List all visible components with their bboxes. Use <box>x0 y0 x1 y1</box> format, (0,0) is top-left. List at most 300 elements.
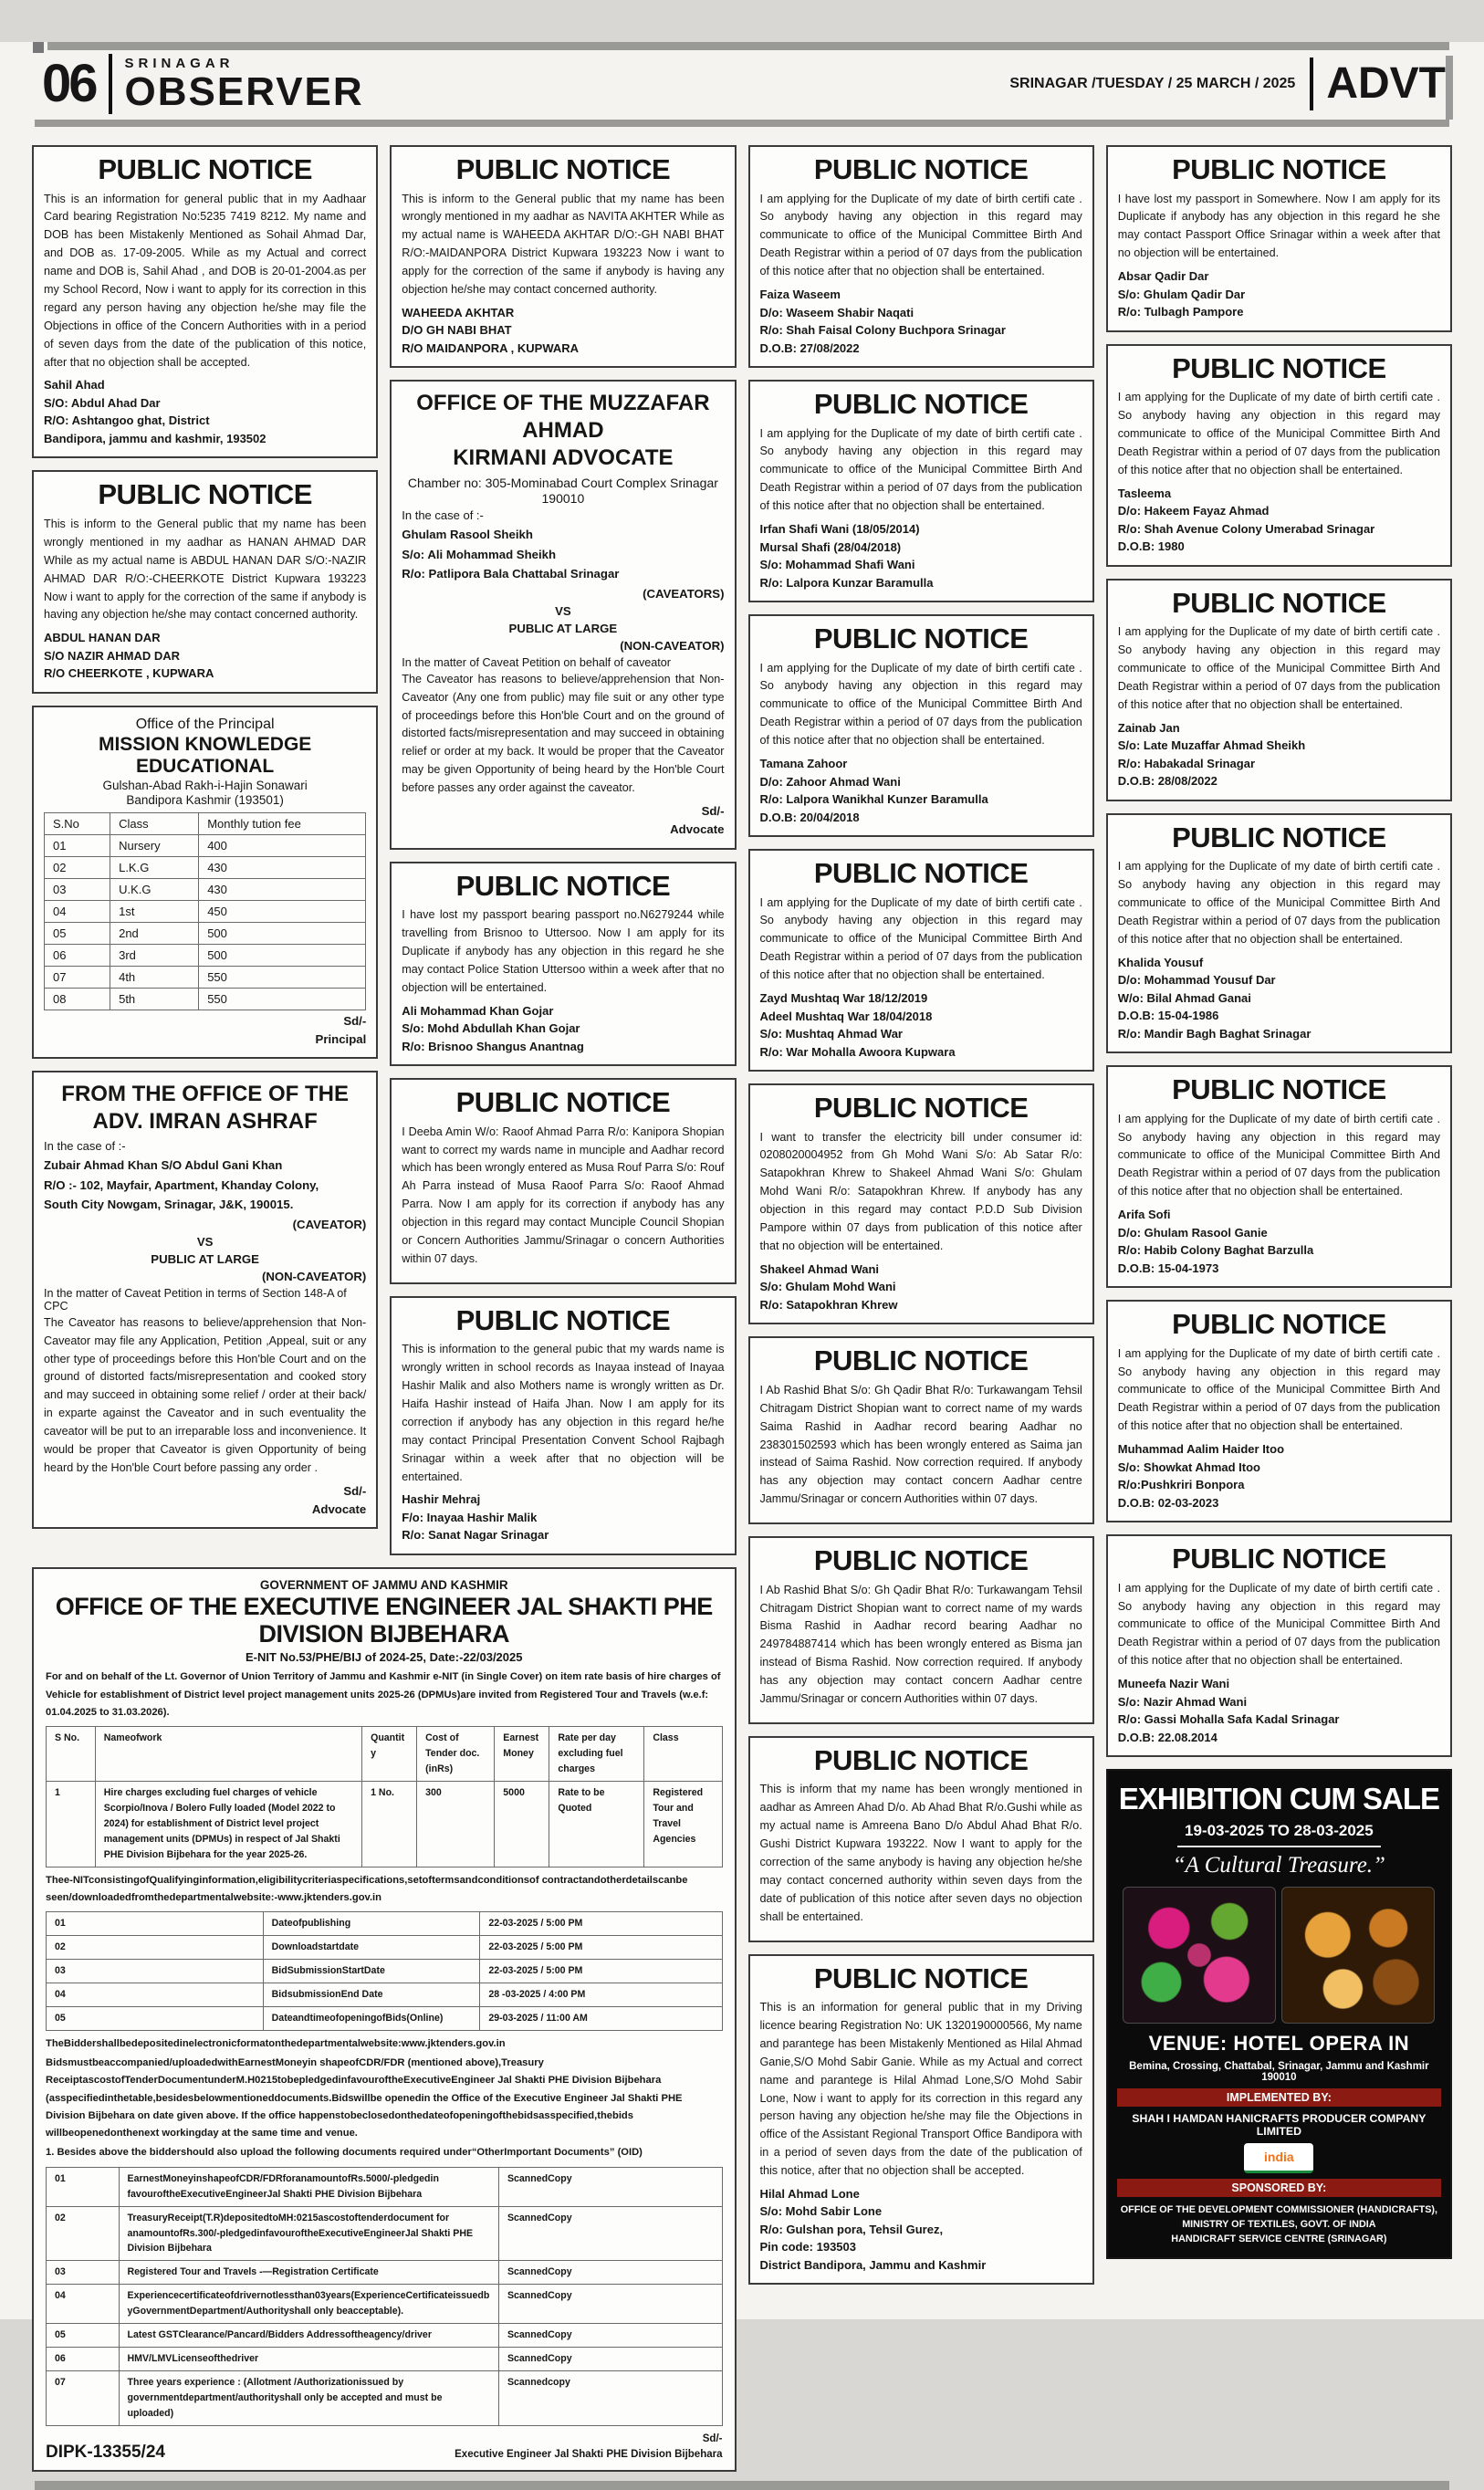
notice-box <box>1106 145 1452 332</box>
signature-line: R/o: Habib Colony Baghat Barzulla <box>1117 1243 1314 1258</box>
sd-signature <box>402 802 724 839</box>
notice-title: PUBLIC NOTICE <box>98 153 312 185</box>
table-cell: ScannedCopy <box>498 2285 722 2324</box>
notice-title: PUBLIC NOTICE <box>1172 1073 1386 1106</box>
notice-box <box>748 1954 1094 2286</box>
implemented-by-band: IMPLEMENTED BY: <box>1117 2088 1441 2107</box>
signature-line: Absar Qadir Dar <box>1117 269 1209 284</box>
public-at-large-label: PUBLIC AT LARGE <box>508 621 618 635</box>
signature-line: S/o: Mushtaq Ahmad War <box>759 1027 903 1041</box>
sd-line: Advocate <box>311 1501 367 1516</box>
notice-box <box>32 706 378 1060</box>
signature-line: S/O NAZIR AHMAD DAR <box>44 648 181 663</box>
signature-line: D/O GH NABI BHAT <box>402 323 512 338</box>
non-caveator-label: (NON-CAVEATOR) <box>261 1269 367 1283</box>
notice-signature <box>1118 719 1440 790</box>
notice-signature <box>760 520 1082 591</box>
dipk-number: DIPK-13355/24 <box>46 2443 165 2463</box>
signature-line: Muneefa Nazir Wani <box>1117 1677 1230 1691</box>
office-title: OFFICE OF THE EXECUTIVE ENGINEER JAL SHAKTI PHE DIVISION BIJBEHARA <box>55 1592 713 1648</box>
table-row <box>47 2348 723 2371</box>
table-cell: 03 <box>47 1960 264 1983</box>
table-row <box>47 1936 723 1960</box>
tender-intro: For and on behalf of the Lt. Governor of Union Territory of Jammu and Kashmir e-NIT (in Single Cover) on item rate basis of hire charges of Vehicle for establishment of District level project management units 2025-26 (DPMUs)are invited from Registered Tour and Travels (w.e.f: 01.04.2025 to 31.03.2026). <box>46 1671 721 1718</box>
table-cell: 05 <box>45 922 110 944</box>
table-cell: ScannedCopy <box>498 2167 722 2206</box>
notice-title: PUBLIC NOTICE <box>813 857 1029 889</box>
notice-signature <box>760 286 1082 357</box>
table-cell: U.K.G <box>110 878 199 900</box>
notice-box <box>748 849 1094 1072</box>
masthead-divider <box>109 54 112 114</box>
notice-body: I want to transfer the electricity bill under consumer id: 0208020004952 from Gh Mohd Wani S/o: Ab Satar R/o: Satapokhran Khrew to Shakeel Ahmad Wani S/o: Ghulam Mohd Wani R/o: Satapokhran Khrew. If anybody has any objection in this regard may contact P.D.D Sub Division Pampore within 07 days from publication of this notice after that no objection will be entertained. <box>759 1130 1082 1252</box>
signature-line: Tamana Zahoor <box>759 757 848 770</box>
table-cell: Registered Tour and Travel Agencies <box>644 1781 722 1867</box>
table-row <box>45 966 366 988</box>
notice-signature <box>44 376 366 447</box>
notice-title-line: KIRMANI ADVOCATE <box>453 445 674 471</box>
table-cell: 29-03-2025 / 11:00 AM <box>480 2006 722 2030</box>
sponsor-line: HANDICRAFT SERVICE CENTRE (SRINAGAR) <box>1171 2234 1387 2245</box>
table-cell: 28 -03-2025 / 4:00 PM <box>480 1983 722 2006</box>
sponsor-line: OFFICE OF THE DEVELOPMENT COMMISSIONER (HANDICRAFTS), <box>1120 2203 1438 2215</box>
caveator-label: (CAVEATOR) <box>292 1217 367 1231</box>
notice-title: PUBLIC NOTICE <box>813 1092 1029 1124</box>
table-cell: ScannedCopy <box>498 2324 722 2348</box>
notice-box <box>32 470 378 693</box>
notice-box <box>32 1071 378 1529</box>
signature-line: S/o: Late Muzaffar Ahmad Sheikh <box>1117 738 1306 753</box>
table-cell: 02 <box>47 1936 264 1960</box>
notice-subtitle: Chamber no: 305-Mominabad Court Complex Srinagar <box>407 476 718 491</box>
signature-line: S/o: Ghulam Mohd Wani <box>759 1280 896 1294</box>
table-cell: 500 <box>199 944 366 966</box>
table-cell: 02 <box>47 2206 120 2261</box>
signature-line: R/o: Shah Avenue Colony Umerabad Srinagar <box>1117 521 1375 536</box>
notice-body: I am applying for the Duplicate of my date of birth certifi cate . So anybody having any objection in this regard may communicate to office of the Municipal Committee Birth And Death Registrar within a period of 07 days from the publication of this notice after that no objection shall be entertained. <box>1117 1346 1440 1433</box>
table-cell: 400 <box>199 834 366 856</box>
dateline: SRINAGAR /TUESDAY / 25 MARCH / 2025 <box>1009 76 1296 91</box>
signature-line: R/o: Lalpora Kunzar Baramulla <box>759 575 934 590</box>
signature-line: S/O: Abdul Ahad Dar <box>44 395 161 410</box>
sponsor-line: MINISTRY OF TEXTILES, GOVT. OF INDIA <box>1182 2218 1376 2230</box>
sponsored-by-lines <box>1121 2202 1437 2247</box>
enit-line: E-NIT No.53/PHE/BIJ of 2024-25, Date:-22/03/2025 <box>246 1650 523 1665</box>
signature-line: F/o: Inayaa Hashir Malik <box>402 1510 538 1524</box>
notice-body: I am applying for the Duplicate of my date of birth certifi cate . So anybody having any objection in this regard may communicate to office of the Municipal Committee Birth And Death Registrar within a period of 07 days from the publication of this notice after that no objection shall be entertained. <box>1117 625 1440 711</box>
notice-title: PUBLIC NOTICE <box>813 1962 1029 1994</box>
signature-line: D.O.B: 15-04-1986 <box>1117 1009 1219 1023</box>
masthead-header <box>0 50 1484 116</box>
table-header-cell: Class <box>644 1727 722 1782</box>
sd-line: Principal <box>315 1031 367 1046</box>
signature-line: S/o: Mohd Sabir Lone <box>759 2204 883 2219</box>
table-cell: Nursery <box>110 834 199 856</box>
signature-line: R/o: Mandir Bagh Baghat Srinagar <box>1117 1026 1312 1041</box>
notice-box <box>1106 344 1452 567</box>
notice-body: I Deeba Amin W/o: Raoof Ahmad Parra R/o: Kanipora Shopian want to correct my wards name in munciple and Aadhar record which has been wrongly entered as Musa Rouf Parra S/o: Rouf Ah Parra instead of Musa Raoof Parra S/o: Raoof Ahmad Parra. Now I am apply for its correction if anybody has any objection in this regard may contact Munciple Council Shopian or Concern Authorities Jammu/Srinagar o concern Authorities within 07 days. <box>402 1125 725 1265</box>
notice-title-line: FROM THE OFFICE OF THE <box>61 1082 349 1107</box>
notice-signature <box>1118 485 1440 556</box>
table-cell: 2nd <box>110 922 199 944</box>
table-row <box>47 2324 723 2348</box>
table-cell: L.K.G <box>110 856 199 878</box>
header-rule <box>35 120 1449 127</box>
table-row <box>47 2371 723 2426</box>
notice-title: PUBLIC NOTICE <box>455 1303 671 1336</box>
table-cell: BidSubmissionStartDate <box>263 1960 480 1983</box>
case-intro: In the case of :- <box>44 1139 126 1154</box>
exhibition-ad <box>1106 1769 1452 2259</box>
notice-title: PUBLIC NOTICE <box>1172 586 1386 619</box>
notice-body: I am applying for the Duplicate of my date of birth certifi cate . So anybody having any objection in this regard may communicate to office of the Municipal Committee Birth And Death Registrar within a period of 07 days from the publication of this notice after that no objection shall be entertained. <box>759 895 1082 982</box>
top-rule <box>47 42 1449 50</box>
table-row <box>45 856 366 878</box>
masthead-title: OBSERVER <box>124 68 364 114</box>
notice-signature <box>760 2185 1082 2275</box>
table-cell: 500 <box>199 922 366 944</box>
newspaper-page <box>0 42 1484 2463</box>
table-cell: 01 <box>47 2167 120 2206</box>
signature-line: Bandipora, jammu and kashmir, 193502 <box>44 431 266 445</box>
signature-line: WAHEEDA AKHTAR <box>402 305 515 319</box>
table-cell: 1st <box>110 900 199 922</box>
notice-title: PUBLIC NOTICE <box>1172 153 1386 185</box>
table-row <box>47 2285 723 2324</box>
sd-line: Sd/- <box>702 2432 723 2444</box>
table-cell: 06 <box>47 2348 120 2371</box>
signature-line: D/o: Waseem Shabir Naqati <box>759 305 914 319</box>
notice-title: PUBLIC NOTICE <box>813 153 1029 185</box>
notice-signature <box>402 304 724 358</box>
table-cell: 04 <box>47 2285 120 2324</box>
notice-box <box>748 1336 1094 1524</box>
notice-box <box>1106 579 1452 801</box>
india-logo: india <box>1244 2143 1313 2173</box>
sd-line: Sd/- <box>343 1483 367 1498</box>
notice-body: I am applying for the Duplicate of my date of birth certifi cate . So anybody having any objection in this regard may communicate to office of the Municipal Committee Birth And Death Registrar within a period of 07 days from the publication of this notice after that no objection shall be entertained. <box>1117 1581 1440 1668</box>
table-cell: Downloadstartdate <box>263 1936 480 1960</box>
table-header-cell: Earnest Money <box>495 1727 549 1782</box>
govt-line: GOVERNMENT OF JAMMU AND KASHMIR <box>259 1577 508 1592</box>
notice-title: PUBLIC NOTICE <box>1172 1308 1386 1341</box>
sd-line: Sd/- <box>701 804 725 818</box>
signature-line: Ali Mohammad Khan Gojar <box>402 1003 554 1018</box>
notice-box <box>32 145 378 458</box>
signature-line: Shakeel Ahmad Wani <box>759 1261 880 1276</box>
notice-body: This is inform to the General public that my name has been wrongly mentioned in my aadhar as HANAN AHMAD DAR While as my actual name is ABDUL HANAN DAR S/O:-NAZIR AHMAD DAR R/O:-CHEERKOTE District Kupwara 193223 Now i want to apply for the correction of the same if anybody is having any objection he/she may contact concerned authority. <box>44 518 367 622</box>
notice-box <box>748 1736 1094 1942</box>
tender-note: 1. Besides above the biddershould also upload the following documents required under“OtherImportant Documents” (OID) <box>46 2147 643 2159</box>
signature-line: Zainab Jan <box>1117 720 1180 735</box>
table-cell: 22-03-2025 / 5:00 PM <box>480 1912 722 1936</box>
masthead <box>125 57 364 112</box>
party-line: R/O :- 102, Mayfair, Apartment, Khanday Colony, <box>44 1177 319 1192</box>
table-cell: 05 <box>47 2006 264 2030</box>
tender-note: TheBiddershallbedepositedinelectronicformatonthedepartmentalwebsite:www.jktenders.gov.in <box>46 2037 506 2049</box>
table-cell: 430 <box>199 878 366 900</box>
column-1 <box>32 145 378 1529</box>
handicraft-photo-right <box>1281 1887 1435 2024</box>
table-cell: 03 <box>47 2261 120 2285</box>
table-header-cell: Rate per day excluding fuel charges <box>549 1727 644 1782</box>
table-cell: 07 <box>47 2371 120 2426</box>
notice-box <box>390 380 736 849</box>
table-cell: Dateofpublishing <box>263 1912 480 1936</box>
notice-title: PUBLIC NOTICE <box>455 153 671 185</box>
exhibition-dates: 19-03-2025 TO 28-03-2025 <box>1177 1820 1381 1847</box>
signature-line: D.O.B: 22.08.2014 <box>1117 1730 1218 1744</box>
table-cell: 1 <box>47 1781 96 1867</box>
signature-line: W/o: Bilal Ahmad Ganai <box>1117 990 1251 1005</box>
bottom-rule <box>35 2481 1449 2490</box>
notice-box <box>1106 1065 1452 1288</box>
table-cell: HMV/LMVLicenseofthedriver <box>119 2348 498 2371</box>
signature-line: D.O.B: 02-03-2023 <box>1117 1495 1219 1510</box>
notice-box <box>748 145 1094 368</box>
tender-signature <box>455 2432 722 2464</box>
table-cell: ScannedCopy <box>498 2348 722 2371</box>
party-line: S/o: Ali Mohammad Sheikh <box>402 547 557 561</box>
sd-signature <box>44 1482 366 1519</box>
notice-title: PUBLIC NOTICE <box>813 622 1029 654</box>
vs-label: VS <box>555 603 571 618</box>
signature-line: Pin code: 193503 <box>759 2240 856 2255</box>
signature-line: R/o: Satapokhran Khrew <box>759 1297 898 1312</box>
notice-box <box>1106 813 1452 1054</box>
table-cell: 300 <box>417 1781 495 1867</box>
signature-line: R/o: Gassi Mohalla Safa Kadal Srinagar <box>1117 1712 1340 1727</box>
exhibition-photos <box>1123 1887 1435 2024</box>
table-cell: ScannedCopy <box>498 2206 722 2261</box>
table-cell: TreasuryReceipt(T.R)depositedtoMH:0215ascostoftenderdocument for anamountofRs.300/-pledgedinfavouroftheExecutiveEngineerJal Shakti PHE Division Bijbehara <box>119 2206 498 2261</box>
notice-title <box>402 390 724 472</box>
table-cell: 01 <box>45 834 110 856</box>
signature-line: District Bandipora, Jammu and Kashmir <box>759 2257 987 2272</box>
signature-line: R/O: Ashtangoo ghat, District <box>44 413 210 428</box>
notice-box <box>748 614 1094 837</box>
column-4 <box>1106 145 1452 2259</box>
caveator-label: (CAVEATORS) <box>643 586 725 601</box>
notice-signature <box>760 755 1082 826</box>
notice-body: I have lost my passport bearing passport no.N6279244 while travelling from Brisnoo to Uttersoo. Now I am apply for its Duplicate if anybody has any objection in this regard he she may contact Police Station Uttersoo within a week after that no objection will be entertained. <box>402 908 725 994</box>
signature-line: Mursal Shafi (28/04/2018) <box>759 539 902 554</box>
sd-line: Advocate <box>670 821 725 836</box>
signature-line: Muhammad Aalim Haider Itoo <box>1117 1442 1285 1457</box>
notice-title: PUBLIC NOTICE <box>1172 1543 1386 1575</box>
notice-body: The Caveator has reasons to believe/apprehension that Non-Caveator (Any one from public) may file suit or any other type of proceedings before this Hon'ble Court and on the ground of distorted facts/misrepresentation and may succeed in obtaining relief or order at my back. It would be proper that the Caveator may be given Opportunity of being heard by the Hon'ble Court before passes any order against the caveator. <box>402 672 725 795</box>
notice-body: This is an information for general public that in my Driving licence bearing Registration No: UK 1320190000566, My name and parantege has been Mistakenly Mentioned as Hilal Ahmad Ganie,S/O Mohd Sabir Ganie. While as my Actual and correct name and parantege is Hilal Ahmad Lone,S/O Mohd Sabir Lone, Now i want to apply for its correction in this regard any person having any objection he/she may file the Objections in office of the Assistant Regional Transport Office Bandipora with in a period of seven days from the date of the publication of this notice, after that no objection shall be accepted. <box>759 2001 1082 2178</box>
notice-body: The Caveator has reasons to believe/apprehension that Non-Caveator may file any Application, Petition ,Appeal, suit or any other type of proceedings before this Hon'ble Court and on the ground of distorted facts/misrepresentation and cooked story and may succeed in obtaining some relief / order at their back/ in exparte against the Caveator and in such eventuality the caveator will be put to an irreparable loss and inconvenience. It would be proper that Caveator is given Opportunity of being heard by the Hon'ble Court before passing any order . <box>44 1315 367 1474</box>
table-cell: 04 <box>47 1983 264 2006</box>
oid-documents-table <box>46 2167 723 2426</box>
party-line: Ghulam Rasool Sheikh <box>402 528 533 542</box>
office-line: Office of the Principal <box>135 716 275 732</box>
column-2 <box>390 145 736 1555</box>
table-row <box>45 878 366 900</box>
notice-title <box>44 1081 366 1135</box>
table-cell: 05 <box>47 2324 120 2348</box>
notice-box <box>1106 1534 1452 1757</box>
exhibition-tagline: “A Cultural Treasure.” <box>1172 1852 1385 1878</box>
notice-box <box>390 145 736 368</box>
table-row <box>47 1983 723 2006</box>
notice-title: PUBLIC NOTICE <box>455 869 671 902</box>
signature-line: R/o: Lalpora Wanikhal Kunzer Baramulla <box>759 792 988 806</box>
table-cell: EarnestMoneyinshapeofCDR/FDRforanamountofRs.5000/-pledgedin favouroftheExecutiveEngineerJal Shakti PHE Division Bijbehara <box>119 2167 498 2206</box>
table-header-cell: Nameofwork <box>95 1727 361 1782</box>
notice-title: PUBLIC NOTICE <box>813 388 1029 420</box>
table-cell: Monthly tution fee <box>199 812 366 834</box>
signature-line: S/o: Ghulam Qadir Dar <box>1117 287 1246 301</box>
signature-line: R/O CHEERKOTE , KUPWARA <box>44 666 214 681</box>
table-cell: 01 <box>47 1912 264 1936</box>
table-cell: Registered Tour and Travels -—Registration Certificate <box>119 2261 498 2285</box>
notice-signature <box>1118 954 1440 1043</box>
signature-line: D.O.B: 27/08/2022 <box>759 340 860 355</box>
signature-line: D/o: Mohammad Yousuf Dar <box>1117 973 1276 988</box>
signature-line: R/o: Tulbagh Pampore <box>1117 305 1244 319</box>
notice-signature <box>1118 267 1440 321</box>
notice-signature <box>1118 1675 1440 1746</box>
table-cell: 22-03-2025 / 5:00 PM <box>480 1960 722 1983</box>
venue-label: VENUE: HOTEL OPERA IN <box>1148 2031 1410 2055</box>
schedule-table <box>46 1911 723 2031</box>
signature-line: Irfan Shafi Wani (18/05/2014) <box>759 522 920 536</box>
table-cell: Three years experience : (Allotment /Authorizationissued by governmentdepartment/authorityshall only be accepted and must be uploaded) <box>119 2371 498 2426</box>
table-cell: 04 <box>45 900 110 922</box>
advt-divider <box>1310 58 1313 110</box>
notice-body: I have lost my passport in Somewhere. Now I am apply for its Duplicate if anybody has any objection in this regard he she may contact Passport Office Srinagar within a week after that no objection will be entertained. <box>1117 192 1440 260</box>
table-cell: 430 <box>199 856 366 878</box>
notice-body: I am applying for the Duplicate of my date of birth certifi cate . So anybody having any objection in this regard may communicate to office of the Municipal Committee Birth And Death Registrar within a period of 07 days from the publication of this notice after that no objection shall be entertained. <box>759 192 1082 278</box>
table-row <box>45 834 366 856</box>
table-cell: 22-03-2025 / 5:00 PM <box>480 1936 722 1960</box>
notice-signature <box>402 1491 724 1544</box>
signature-line: S/o: Showkat Ahmad Itoo <box>1117 1459 1260 1474</box>
table-cell: Rate to be Quoted <box>549 1781 644 1867</box>
table-cell: Latest GSTClearance/Pancard/Bidders Addressoftheagency/driver <box>119 2324 498 2348</box>
sd-signature <box>44 1012 366 1049</box>
vs-label: VS <box>196 1234 214 1249</box>
notice-body: This is information to the general pubic that my wards name is wrongly written in school records as Inayaa instead of Inayaa Hashir Malik and also Mothers name is wrongly written as Dr. Haifa Hashir instead of Haifa Jhan. Now I am apply for its correction if anybody has any objection in this regard he/he may contact Principal Presentation Convent School Rajbagh Srinagar within a week after that no objection will be entertained. <box>402 1343 725 1483</box>
sd-line: Sd/- <box>343 1013 367 1028</box>
notice-title: PUBLIC NOTICE <box>1172 821 1386 853</box>
signature-line: R/o:Pushkriri Bonpora <box>1117 1478 1245 1492</box>
notice-signature <box>760 989 1082 1061</box>
signature-line: D/o: Hakeem Fayaz Ahmad <box>1117 504 1270 518</box>
signature-line: S/o: Nazir Ahmad Wani <box>1117 1694 1248 1709</box>
table-row <box>45 922 366 944</box>
table-row <box>45 944 366 966</box>
public-at-large-label: PUBLIC AT LARGE <box>151 1251 259 1266</box>
table-cell: 5th <box>110 988 199 1010</box>
notice-box <box>390 1296 736 1555</box>
notice-signature <box>760 1261 1082 1314</box>
notice-body: This is an information for general public that in my Aadhaar Card bearing Registration No:5235 7419 8212. My name and DOB has been Mistakenly Mentioned as Sohail Ahmad Dar, and DOB as. 17-09-2005. While as my Actual and correct name and DOB is, Sahil Ahad , and DOB is 20-01-2004.as per my School Record, Now i want to apply for its correction in this regard any person having any objection he/she may file the Objections in office of the Concern Authorities with in a period of seven days from the date of the publication of this notice, after that no objection shall be accepted. <box>44 192 367 369</box>
column-3 <box>748 145 1094 2285</box>
table-cell: 4th <box>110 966 199 988</box>
jal-shakti-tender-notice <box>32 1567 737 2472</box>
notice-box <box>390 862 736 1067</box>
signature-line: R/o: War Mohalla Awoora Kupwara <box>759 1044 956 1059</box>
table-cell: Experiencecertificateofdrivernotlessthan03years(ExperienceCertificateissuedbyGovernmentDepartment/Authorityshall only beacceptable). <box>119 2285 498 2324</box>
party-line: South City Nowgam, Srinagar, J&K, 190015. <box>44 1197 294 1211</box>
signature-line: S/o: Mohd Abdullah Khan Gojar <box>402 1021 580 1036</box>
signature-line: R/o: Sanat Nagar Srinagar <box>402 1528 549 1543</box>
notice-body: I am applying for the Duplicate of my date of birth certifi cate . So anybody having any objection in this regard may communicate to office of the Municipal Committee Birth And Death Registrar within a period of 07 days from the publication of this notice after that no objection shall be entertained. <box>1117 391 1440 476</box>
table-cell: 450 <box>199 900 366 922</box>
notice-box <box>748 1083 1094 1324</box>
signature-line: R/o: Brisnoo Shangus Anantnag <box>402 1039 584 1053</box>
signature-line: S/o: Mohammad Shafi Wani <box>759 558 915 571</box>
notice-grid <box>0 127 1484 2472</box>
masthead-top-label: SRINAGAR <box>124 55 235 71</box>
school-name: MISSION KNOWLEDGE EDUCATIONAL <box>98 733 312 777</box>
table-cell: 3rd <box>110 944 199 966</box>
table-cell: ScannedCopy <box>498 2261 722 2285</box>
table-cell: 02 <box>45 856 110 878</box>
signature-line: Hashir Mehraj <box>402 1492 481 1507</box>
notice-signature <box>402 1002 724 1056</box>
signature-line: D.O.B: 20/04/2018 <box>759 810 860 824</box>
notice-body: This is inform to the General public that my name has been wrongly mentioned in my aadhar as NAVITA AKHTER While as my actual name is WAHEEDA AKHTAR D/O:-GH NABI BHAT R/O:-MAIDANPORA District Kupwara 193223 Now i want to apply for the correction of the same if anybody is having any objection he/she may contact concerned authority. <box>402 192 725 296</box>
notice-title: PUBLIC NOTICE <box>98 478 312 511</box>
notice-body: I am applying for the Duplicate of my date of birth certifi cate . So anybody having any objection in this regard may communicate to office of the Municipal Committee Birth And Death Registrar within a period of 07 days from the publication of this notice after that no objection shall be entertained. <box>1117 1112 1440 1198</box>
table-cell: 1 No. <box>362 1781 417 1867</box>
table-header-cell: Quantity <box>362 1727 417 1782</box>
signature-line: Arifa Sofi <box>1117 1208 1171 1222</box>
party-line: R/o: Patlipora Bala Chattabal Srinagar <box>402 566 620 581</box>
signature-line: R/o: Gulshan pora, Tehsil Gurez, <box>759 2222 944 2236</box>
table-row <box>45 900 366 922</box>
implemented-by-name: SHAH I HAMDAN HANICRAFTS PRODUCER COMPANY LIMITED <box>1132 2111 1427 2138</box>
table-cell: 550 <box>199 966 366 988</box>
signature-line: Faiza Waseem <box>759 288 841 301</box>
case-intro: In the case of :- <box>402 508 484 523</box>
page-number: 06 <box>42 54 96 113</box>
signature-line: R/O MAIDANPORA , KUPWARA <box>402 340 580 355</box>
sponsored-by-band: SPONSORED BY: <box>1117 2179 1441 2197</box>
notice-body: I am applying for the Duplicate of my date of birth certifi cate . So anybody having any objection in this regard may communicate to office of the Municipal Committee Birth And Death Registrar within a period of 07 days from the publication of this notice after that no objection shall be entertained. <box>1117 860 1440 946</box>
signature-line: D.O.B: 1980 <box>1117 539 1185 554</box>
table-cell: BidsubmissionEnd Date <box>263 1983 480 2006</box>
signature-line: Zayd Mushtaq War 18/12/2019 <box>759 991 928 1005</box>
signature-line: Adeel Mushtaq War 18/04/2018 <box>759 1009 933 1023</box>
notice-signature <box>44 629 366 683</box>
table-cell: 03 <box>45 878 110 900</box>
notice-box <box>1106 1300 1452 1522</box>
notice-body: I Ab Rashid Bhat S/o: Gh Qadir Bhat R/o: Turkawangam Tehsil Chitragam District Shopian want to correct name of my wards Bisma Rashid in Aadhar record bearing Aadhar no 249784887414 which has been wrongly entered as Bisma jan instead of Bisma Rashid. Now correction required. If anybody has any objection may contact concern Aadhar centre Jammu/Srinagar or concern Authorities within 07 days. <box>759 1583 1082 1705</box>
matter-line: In the matter of Caveat Petition in terms of Section 148-A of CPC <box>44 1286 347 1313</box>
notice-box <box>390 1078 736 1284</box>
school-address: Bandipora Kashmir (193501) <box>126 792 284 807</box>
signature-line: Sahil Ahad <box>44 378 105 392</box>
notice-title: PUBLIC NOTICE <box>813 1544 1029 1577</box>
venue-address: Bemina, Crossing, Chattabal, Srinagar, Jammu and Kashmir 190010 <box>1129 2060 1429 2083</box>
table-cell: Scannedcopy <box>498 2371 722 2426</box>
signature-line: Hilal Ahmad Lone <box>759 2186 860 2201</box>
notice-title-line: OFFICE OF THE MUZZAFAR AHMAD <box>416 391 710 444</box>
table-row <box>47 2261 723 2285</box>
matter-line: In the matter of Caveat Petition on behalf of caveator <box>402 655 671 669</box>
notice-title: PUBLIC NOTICE <box>455 1086 671 1119</box>
notice-body: This is inform that my name has been wrongly mentioned in aadhar as Amreen Ahad D/o. Ab Ahad Bhat R/o.Gushi while as my actual name is Amreena Bano D/o Abdul Ahad Bhat R/o. Gushi District Kupwara 193222. Now I want to apply for the correction of the same anybody is having any objection he/she may contact concerned authority within seven days from the date of publication of this notice after seven days no objection shall be entertained. <box>759 1783 1082 1923</box>
table-row <box>47 2206 723 2261</box>
table-cell: 06 <box>45 944 110 966</box>
signature-line: D/o: Zahoor Ahmad Wani <box>759 774 901 789</box>
table-cell: 08 <box>45 988 110 1010</box>
